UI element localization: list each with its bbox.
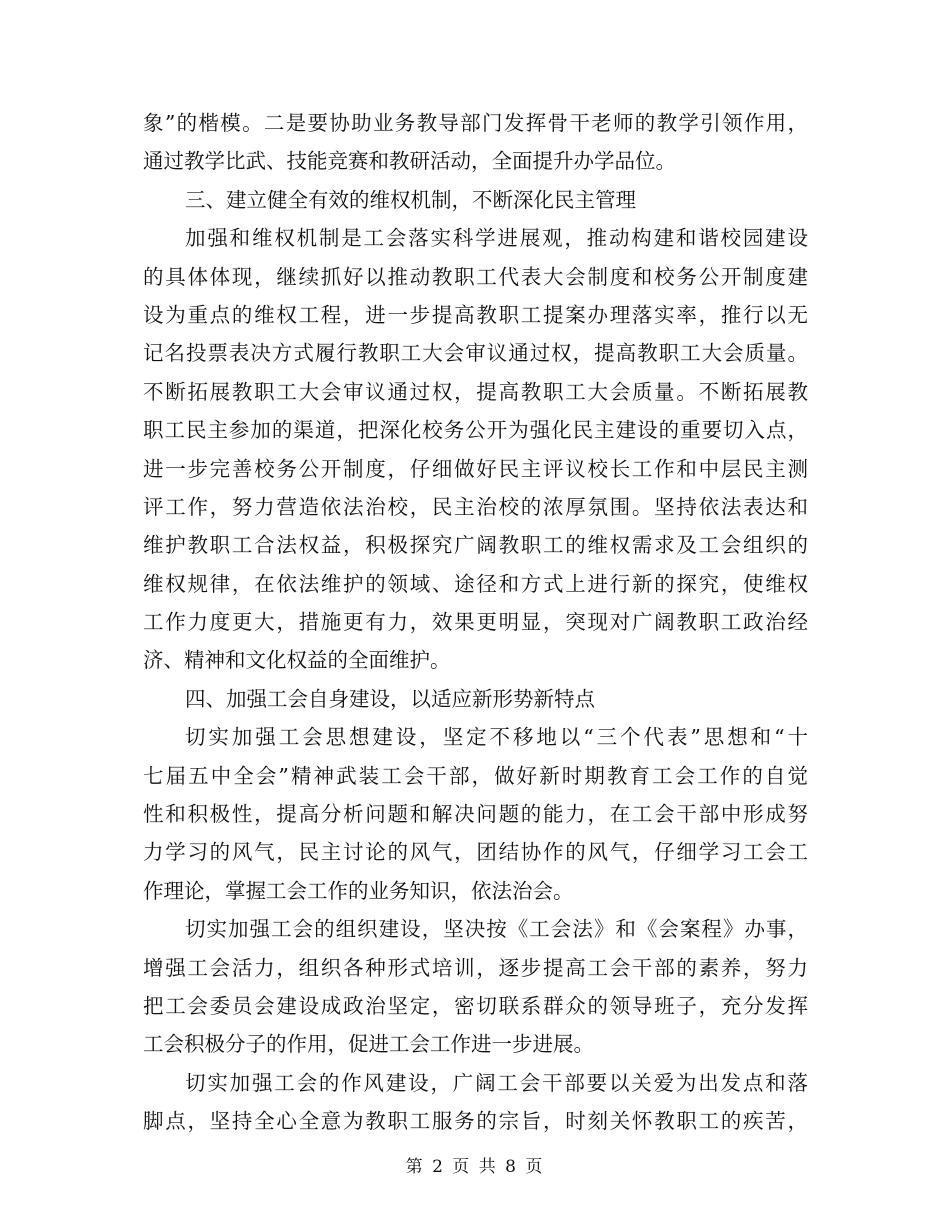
section-heading: 三、建立健全有效的维权机制，不断深化民主管理 [185, 187, 636, 212]
text-line: 象”的楷模。二是要协助业务教导部门发挥骨干老师的教学引领作用， [143, 111, 808, 135]
text-line: 设为重点的维权工程，进一步提高教职工提案办理落实率，推行以无 [143, 302, 808, 327]
text-line: 维权规律，在依法维护的领域、途径和方式上进行新的探究，使维权 [143, 571, 808, 596]
text-line: 评工作，努力营造依法治校，民主治校的浓厚氛围。坚持依法表达和 [143, 494, 808, 519]
text-line: 性和积极性，提高分析问题和解决问题的能力，在工会干部中形成努 [143, 802, 808, 827]
text-line: 济、精神和文化权益的全面维护。 [143, 648, 451, 673]
text-line: 把工会委员会建设成政治坚定，密切联系群众的领导班子，充分发挥 [143, 993, 808, 1018]
text-line: 不断拓展教职工大会审议通过权，提高教职工大会质量。不断拓展教 [143, 379, 808, 404]
text-line: 切实加强工会的作风建设，广阔工会干部要以关爱为出发点和落 [185, 1070, 808, 1095]
text-line: 加强和维权机制是工会落实科学进展观，推动构建和谐校园建设 [185, 226, 808, 251]
text-line: 切实加强工会思想建设，坚定不移地以“三个代表”思想和“十 [185, 725, 808, 750]
text-line: 进一步完善校务公开制度，仔细做好民主评议校长工作和中层民主测 [143, 456, 808, 481]
section-heading: 四、加强工会自身建设，以适应新形势新特点 [185, 686, 595, 711]
text-line: 增强工会活力，组织各种形式培训，逐步提高工会干部的素养，努力 [143, 955, 808, 980]
text-line: 七届五中全会”精神武装工会干部，做好新时期教育工会工作的自觉 [143, 763, 808, 788]
text-line: 维护教职工合法权益，积极探究广阔教职工的维权需求及工会组织的 [143, 533, 808, 558]
text-line: 作理论，掌握工会工作的业务知识，依法治会。 [143, 878, 574, 903]
text-line: 脚点，坚持全心全意为教职工服务的宗旨，时刻关怀教职工的疾苦， [143, 1109, 808, 1134]
text-line: 职工民主参加的渠道，把深化校务公开为强化民主建设的重要切入点， [143, 418, 808, 443]
body-text [143, 104, 808, 1141]
page-footer: 第 2 页 共 8 页 [405, 1157, 545, 1177]
text-line: 工会积极分子的作用，促进工会工作进一步进展。 [143, 1032, 594, 1057]
text-line: 通过教学比武、技能竞赛和教研活动，全面提升办学品位。 [143, 149, 676, 174]
text-line: 力学习的风气，民主讨论的风气，团结协作的风气，仔细学习工会工 [143, 840, 808, 865]
text-line: 记名投票表决方式履行教职工大会审议通过权，提高教职工大会质量。 [143, 341, 808, 366]
text-line: 的具体体现，继续抓好以推动教职工代表大会制度和校务公开制度建 [143, 264, 808, 289]
text-line: 工作力度更大，措施更有力，效果更明显，突现对广阔教职工政治经 [143, 610, 808, 635]
text-line: 切实加强工会的组织建设，坚决按《工会法》和《会案程》办事， [185, 917, 808, 942]
